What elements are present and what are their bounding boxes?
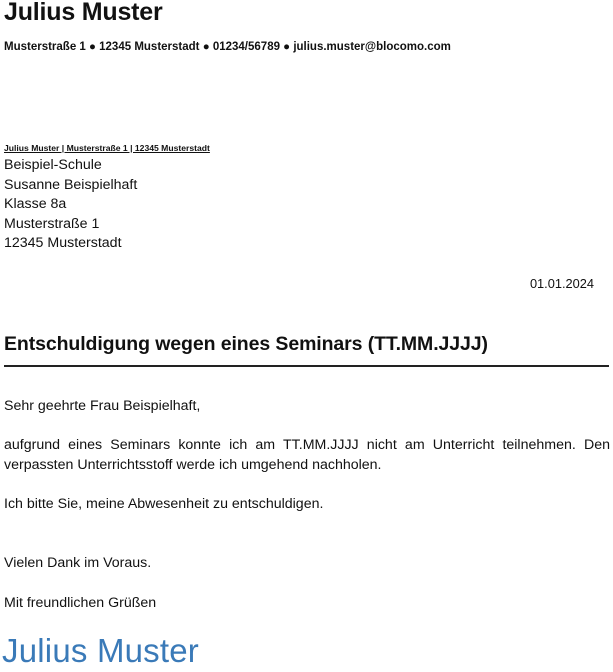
closing-line: Mit freundlichen Grüßen	[4, 595, 157, 611]
thanks-line: Vielen Dank im Voraus.	[4, 555, 152, 571]
sender-contact-line: Musterstraße 1 ● 12345 Musterstadt ● 01234/56789 ● julius.muster@blocomo.com	[4, 41, 451, 53]
recipient-city: 12345 Musterstadt	[4, 235, 122, 252]
sender-name: Julius Muster	[4, 0, 163, 26]
letter-subject: Entschuldigung wegen eines Seminars (TT.MM.JJJJ)	[4, 333, 488, 355]
recipient-person: Susanne Beispielhaft	[4, 176, 138, 193]
letter-date: 01.01.2024	[529, 276, 594, 291]
signature: Julius Muster	[2, 632, 199, 669]
body-paragraph-1: aufgrund eines Seminars konnte ich am TT.MM.JJJJ nicht am Unterricht teilnehmen. Den verpassten Unterrichtsstoff werde ich umgehend nachholen.	[4, 437, 610, 473]
recipient-class: Klasse 8a	[4, 196, 67, 213]
return-address-line: Julius Muster | Musterstraße 1 | 12345 Musterstadt	[4, 143, 210, 153]
salutation: Sehr geehrte Frau Beispielhaft,	[4, 398, 201, 414]
body-paragraph-2: Ich bitte Sie, meine Abwesenheit zu entschuldigen.	[4, 496, 324, 512]
recipient-school: Beispiel-Schule	[4, 157, 102, 173]
recipient-address-block	[4, 156, 137, 254]
subject-divider	[4, 365, 609, 367]
recipient-street: Musterstraße 1	[4, 215, 100, 232]
